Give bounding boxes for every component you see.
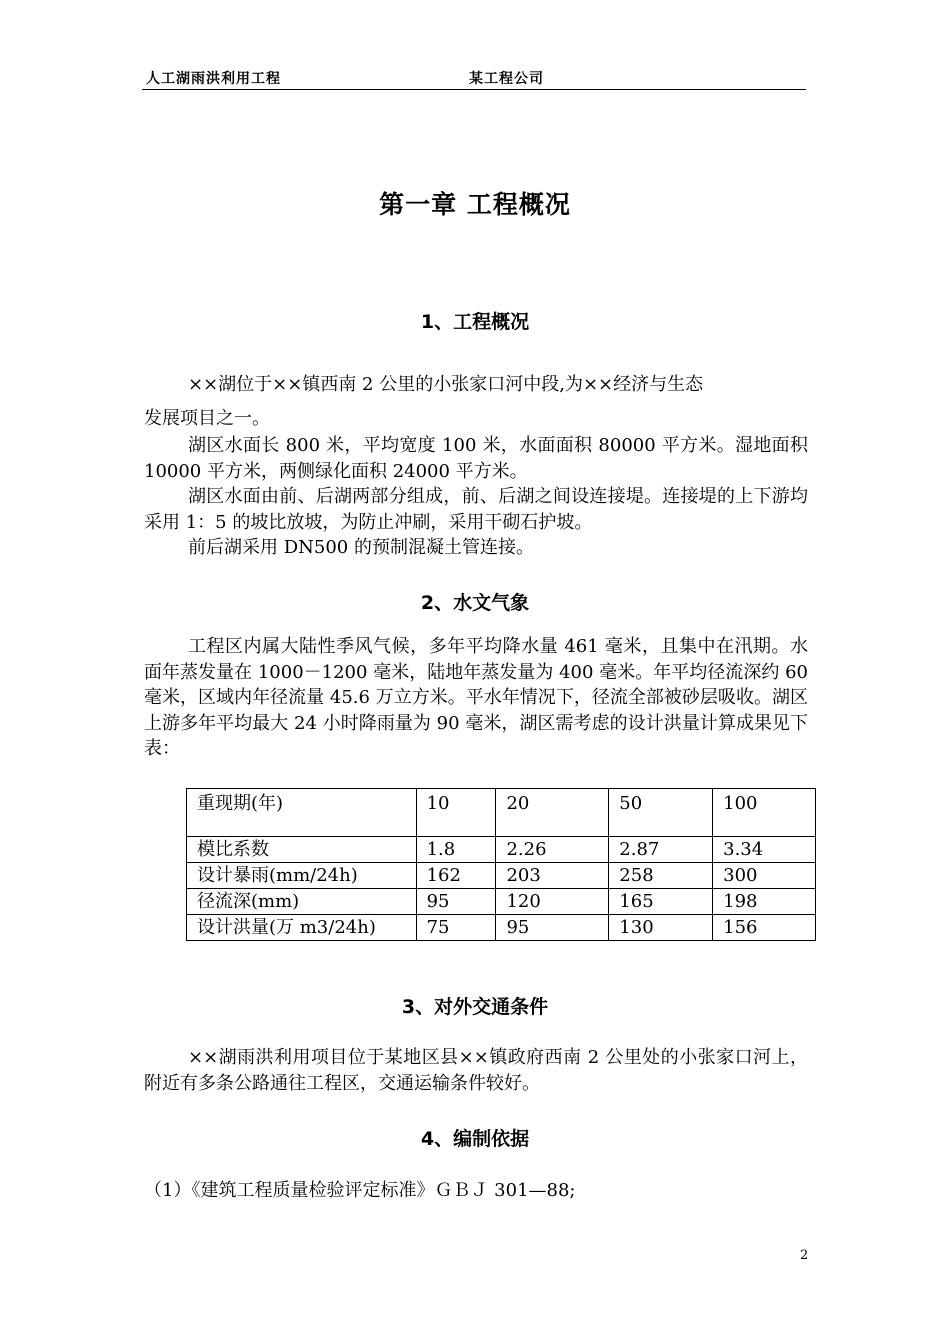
table-cell: 设计暴雨(mm/24h): [187, 863, 417, 889]
design-flood-table: [186, 788, 816, 941]
table-cell: 100: [713, 789, 816, 837]
table-cell: 径流深(mm): [187, 889, 417, 915]
table-cell: 1.8: [416, 837, 496, 863]
table-cell: 模比系数: [187, 837, 417, 863]
table-cell: 2.87: [609, 837, 713, 863]
table-cell: 设计洪量(万 m3/24h): [187, 915, 417, 941]
section-1-para-2: 湖区水面长 800 米，平均宽度 100 米，水面面积 80000 平方米。湿地面积 10000 平方米，两侧绿化面积 24000 平方米。: [144, 435, 808, 482]
table-cell: 95: [416, 889, 496, 915]
page-header: [142, 68, 806, 90]
table-cell: 75: [416, 915, 496, 941]
section-1-para-4: 前后湖采用 DN500 的预制混凝土管连接。: [188, 537, 534, 558]
table-cell: 95: [496, 915, 609, 941]
section-3-title: 3、对外交通条件: [401, 996, 549, 1018]
table-cell: 258: [609, 863, 713, 889]
section-2-para-1: 工程区内属大陆性季风气候，多年平均降水量 461 毫米，且集中在汛期。水面年蒸发量在 1000－1200 毫米，陆地年蒸发量为 400 毫米。年平均径流深约 60 毫米，区域内年径流量 45.6 万立方米。平水年情况下，径流全部被砂层吸收。湖区上游多年平均最大 24 小时降雨量为 90 毫米，湖区需考虑的设计洪量计算成果见下表：: [144, 636, 808, 759]
table-cell: 重现期(年): [187, 789, 417, 837]
table-row: [187, 889, 816, 915]
table-cell: 156: [713, 915, 816, 941]
section-4-title: 4、编制依据: [420, 1128, 530, 1150]
table-row: [187, 789, 816, 837]
table-row: [187, 863, 816, 889]
section-2-title: 2、水文气象: [420, 592, 530, 614]
chapter-title: 第一章 工程概况: [379, 190, 571, 219]
section-1-para-1-line-2: 发展项目之一。: [144, 408, 270, 429]
table-cell: 2.26: [496, 837, 609, 863]
table-cell: 50: [609, 789, 713, 837]
table-cell: 130: [609, 915, 713, 941]
table-cell: 162: [416, 863, 496, 889]
table-cell: 120: [496, 889, 609, 915]
section-1-para-1-line-1: ××湖位于××镇西南 2 公里的小张家口河中段,为××经济与生态: [188, 374, 704, 395]
section-4-item-1: （1）《建筑工程质量检验评定标准》ＧＢＪ 301—88;: [144, 1180, 576, 1201]
table-row: [187, 915, 816, 941]
table-cell: 10: [416, 789, 496, 837]
table-cell: 20: [496, 789, 609, 837]
table-cell: 203: [496, 863, 609, 889]
table-row: [187, 837, 816, 863]
section-1-para-3: 湖区水面由前、后湖两部分组成，前、后湖之间设连接堤。连接堤的上下游均采用 1：5 的坡比放坡，为防止冲刷，采用干砌石护坡。: [144, 486, 808, 533]
section-1-title: 1、工程概况: [420, 311, 530, 333]
header-company-name: 某工程公司: [469, 71, 544, 87]
page-number: 2: [800, 1248, 809, 1263]
table-cell: 165: [609, 889, 713, 915]
table-cell: 300: [713, 863, 816, 889]
table-cell: 198: [713, 889, 816, 915]
header-project-name: 人工湖雨洪利用工程: [146, 71, 281, 87]
section-3-para-1: ××湖雨洪利用项目位于某地区县××镇政府西南 2 公里处的小张家口河上，附近有多条公路通往工程区，交通运输条件较好。: [144, 1047, 808, 1094]
table-cell: 3.34: [713, 837, 816, 863]
